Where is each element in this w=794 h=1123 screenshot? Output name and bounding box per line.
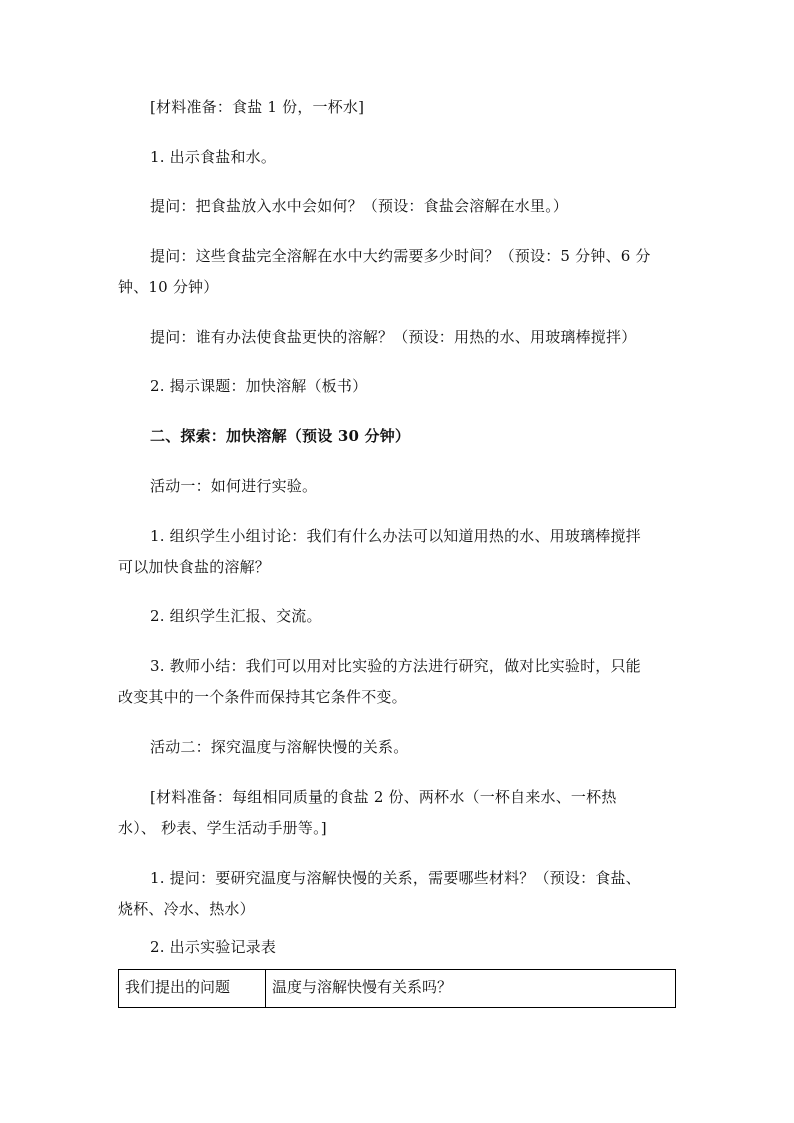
- step-report-exchange: 2. 组织学生汇报、交流。: [150, 607, 322, 625]
- question-materials-needed: 1. 提问：要研究温度与溶解快慢的关系，需要哪些材料？（预设：食盐、: [150, 869, 641, 887]
- materials-note-2: [材料准备：每组相同质量的食盐 2 份、两杯水（一杯自来水、一杯热: [150, 788, 617, 806]
- step-teacher-summary-cont: 改变其中的一个条件而保持其它条件不变。: [118, 688, 407, 706]
- activity-two-title: 活动二：探究温度与溶解快慢的关系。: [150, 738, 409, 756]
- step-reveal-topic: 2. 揭示课题：加快溶解（板书）: [150, 377, 368, 395]
- table-row: [119, 970, 676, 1008]
- question-salt-in-water: 提问：把食盐放入水中会如何？（预设：食盐会溶解在水里。）: [150, 197, 569, 215]
- step-group-discussion: 1. 组织学生小组讨论：我们有什么办法可以知道用热的水、用玻璃棒搅拌: [150, 527, 641, 545]
- step-teacher-summary: 3. 教师小结：我们可以用对比实验的方法进行研究，做对比实验时，只能: [150, 657, 641, 675]
- question-faster-dissolve: 提问：谁有办法使食盐更快的溶解？（预设：用热的水、用玻璃棒搅拌）: [150, 328, 637, 346]
- step-show-record-table: 2. 出示实验记录表: [150, 938, 277, 956]
- question-dissolve-time-cont: 钟、10 分钟）: [118, 278, 219, 296]
- table-cell-question-label: 我们提出的问题: [119, 970, 266, 1008]
- activity-one-title: 活动一：如何进行实验。: [150, 477, 318, 495]
- experiment-record-table: [118, 969, 676, 1008]
- table-cell-question-value: 温度与溶解快慢有关系吗？: [266, 970, 676, 1008]
- materials-note-1: [材料准备：食盐 1 份，一杯水]: [150, 98, 365, 116]
- question-materials-needed-cont: 烧杯、冷水、热水）: [118, 900, 255, 918]
- section-heading-explore: 二、探索：加快溶解（预设 30 分钟）: [150, 427, 411, 445]
- materials-note-2-cont: 水）、 秒表、学生活动手册等。]: [118, 819, 327, 837]
- question-dissolve-time: 提问：这些食盐完全溶解在水中大约需要多少时间？（预设：5 分钟、6 分: [150, 247, 651, 265]
- step-show-salt-water: 1. 出示食盐和水。: [150, 148, 277, 166]
- step-group-discussion-cont: 可以加快食盐的溶解？: [118, 558, 271, 576]
